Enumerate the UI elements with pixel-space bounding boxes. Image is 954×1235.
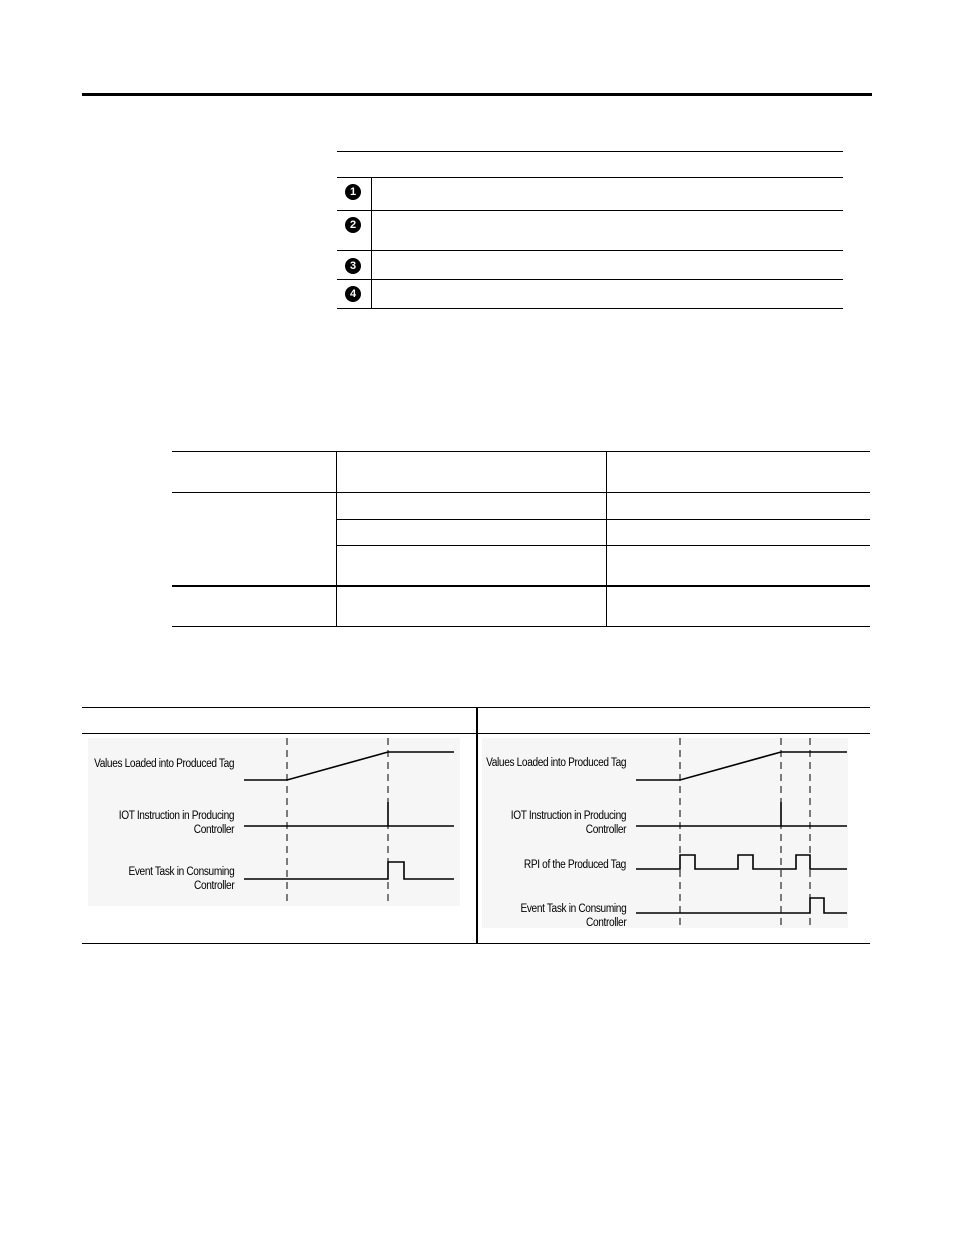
left-signal-label-iot-instruction: IOT Instruction in Producing Controller — [118, 810, 234, 836]
left-signal-label-values-loaded: Values Loaded into Produced Tag — [93, 758, 234, 770]
right-waveform-values-loaded — [636, 752, 847, 780]
right-signal-label-rpi: RPI of the Produced Tag — [524, 859, 626, 871]
right-signal-label-values-loaded: Values Loaded into Produced Tag — [485, 757, 626, 769]
right-signal-label-iot-instruction: IOT Instruction in Producing Controller — [510, 810, 626, 836]
right-waveform-event-task — [636, 898, 847, 913]
right-waveform-iot-instruction — [636, 802, 847, 826]
right-waveform-rpi — [636, 855, 847, 869]
callout-badge-3: 3 — [345, 258, 361, 274]
callout-badge-1: 1 — [345, 184, 361, 200]
callout-badge-2: 2 — [345, 217, 361, 233]
right-signal-label-event-task: Event Task in Consuming Controller — [520, 903, 626, 929]
left-signal-label-event-task: Event Task in Consuming Controller — [128, 866, 234, 892]
callout-badge-4: 4 — [345, 286, 361, 302]
